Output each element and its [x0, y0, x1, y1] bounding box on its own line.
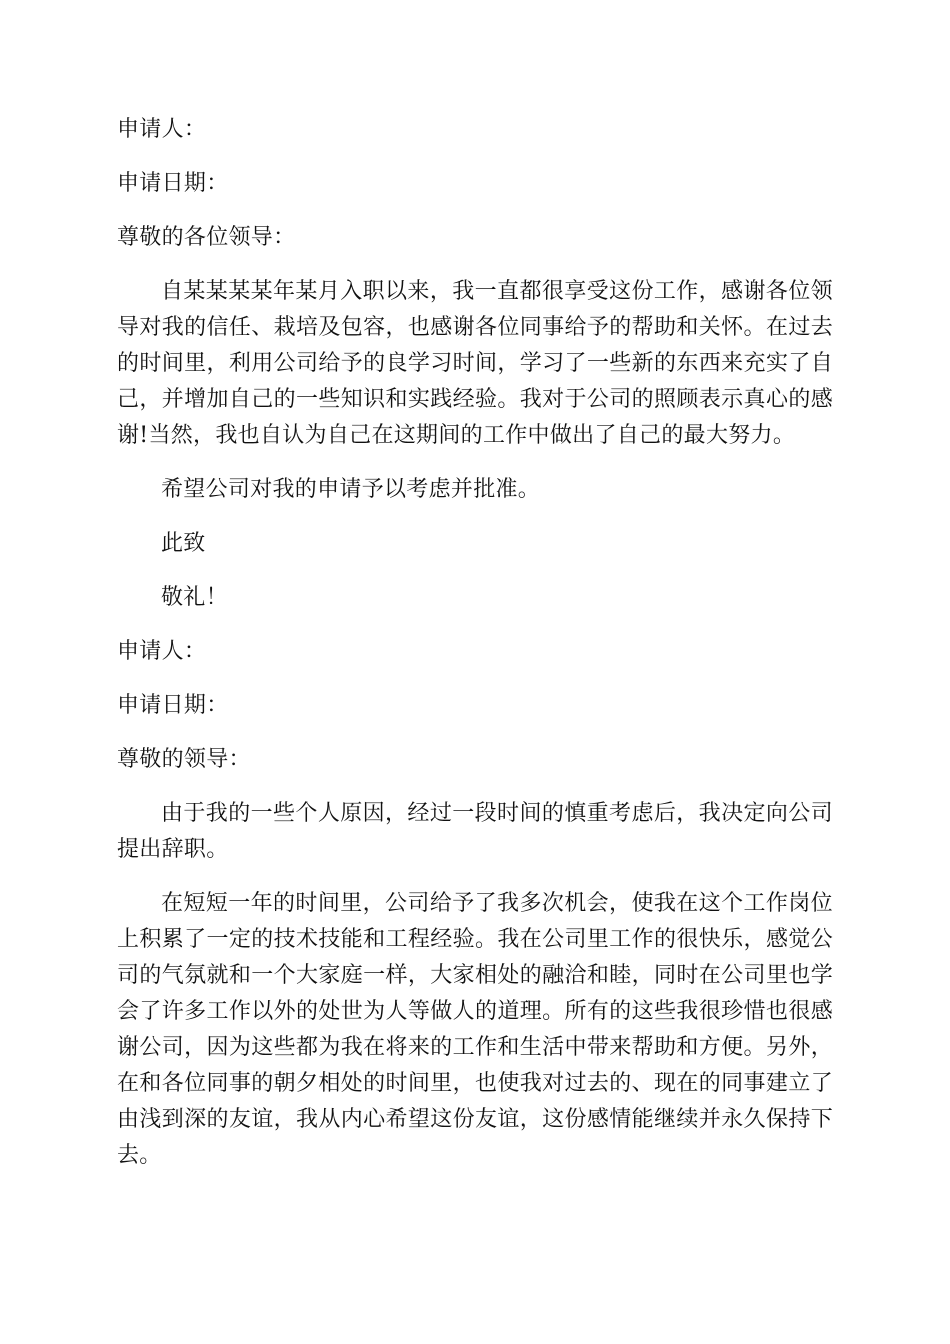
closing-line: 此致	[161, 531, 206, 556]
salutation: 尊敬的领导：	[117, 747, 251, 772]
body-paragraph: 由于我的一些个人原因，经过一段时间的慎重考虑后，我决定向公司提出辞职。	[117, 801, 833, 862]
body-paragraph: 自某某某某年某月入职以来，我一直都很享受这份工作，感谢各位领导对我的信任、栽培及包容，也感谢各位同事给予的帮助和关怀。在过去的时间里，利用公司给予的良学习时间，学习了一些新的东西来充实了自己，并增加自己的一些知识和实践经验。我对于公司的照顾表示真心的感谢!当然，我也自认为自己在这期间的工作中做出了自己的最大努力。	[117, 279, 833, 448]
applicant-label: 申请人：	[117, 117, 207, 142]
application-date-label: 申请日期：	[117, 693, 229, 718]
applicant-label: 申请人：	[117, 639, 207, 664]
closing-salute: 敬礼！	[161, 585, 228, 610]
body-paragraph: 在短短一年的时间里，公司给予了我多次机会，使我在这个工作岗位上积累了一定的技术技能和工程经验。我在公司里工作的很快乐，感觉公司的气氛就和一个大家庭一样，大家相处的融洽和睦，同时在公司里也学会了许多工作以外的处世为人等做人的道理。所有的这些我很珍惜也很感谢公司，因为这些都为我在将来的工作和生活中带来帮助和方便。另外，在和各位同事的朝夕相处的时间里，也使我对过去的、现在的同事建立了由浅到深的友谊，我从内心希望这份友谊，这份感情能继续并永久保持下去。	[117, 891, 833, 1168]
document-body	[117, 112, 833, 1192]
application-date-label: 申请日期：	[117, 171, 229, 196]
salutation: 尊敬的各位领导：	[117, 225, 296, 250]
body-paragraph: 希望公司对我的申请予以考虑并批准。	[161, 477, 541, 502]
